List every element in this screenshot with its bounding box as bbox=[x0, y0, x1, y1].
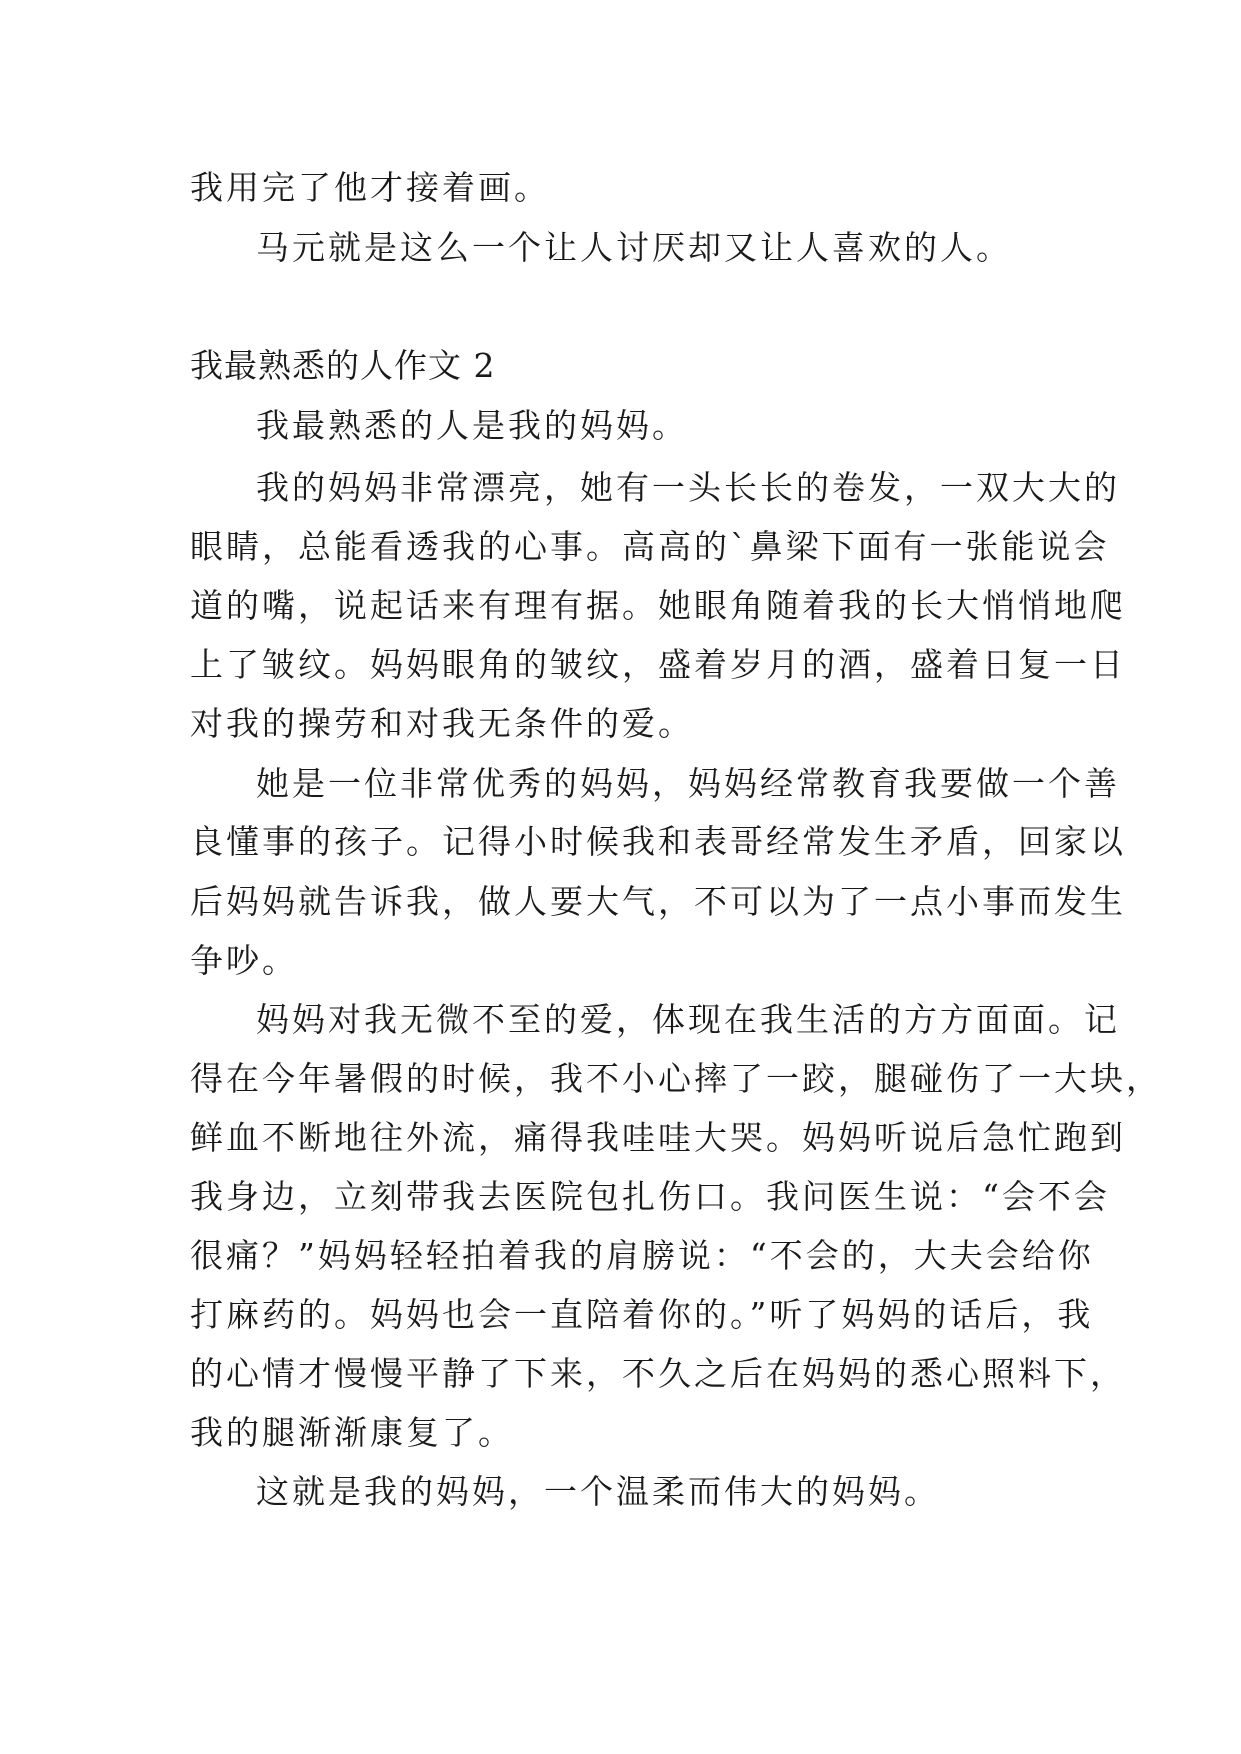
text-line: 鲜血不断地往外流，痛得我哇哇大哭。妈妈听说后急忙跑到 bbox=[190, 1118, 1126, 1157]
text-line: 上了皱纹。妈妈眼角的皱纹，盛着岁月的酒，盛着日复一日 bbox=[190, 645, 1126, 684]
text-line: 我的妈妈非常漂亮，她有一头长长的卷发，一双大大的 bbox=[256, 468, 1120, 507]
text-line: 马元就是这么一个让人讨厌却又让人喜欢的人。 bbox=[256, 228, 1012, 267]
text-line: 我身边，立刻带我去医院包扎伤口。我问医生说：“会不会 bbox=[190, 1177, 1110, 1216]
text-line: 她是一位非常优秀的妈妈，妈妈经常教育我要做一个善 bbox=[256, 764, 1120, 803]
text-line: 争吵。 bbox=[190, 941, 298, 980]
text-line: 很痛？”妈妈轻轻拍着我的肩膀说：“不会的，大夫会给你 bbox=[190, 1236, 1094, 1275]
text-line: 后妈妈就告诉我，做人要大气，不可以为了一点小事而发生 bbox=[190, 882, 1126, 921]
text-line: 道的嘴，说起话来有理有据。她眼角随着我的长大悄悄地爬 bbox=[190, 586, 1126, 625]
text-line: 对我的操劳和对我无条件的爱。 bbox=[190, 704, 694, 743]
text-line: 打麻药的。妈妈也会一直陪着你的。”听了妈妈的话后，我 bbox=[190, 1295, 1094, 1334]
text-line: 的心情才慢慢平静了下来，不久之后在妈妈的悉心照料下， bbox=[190, 1354, 1126, 1393]
text-line: 眼睛，总能看透我的心事。高高的`鼻梁下面有一张能说会 bbox=[190, 527, 1110, 566]
text-line: 妈妈对我无微不至的爱，体现在我生活的方方面面。记 bbox=[256, 1000, 1120, 1039]
text-line: 我用完了他才接着画。 bbox=[190, 168, 550, 207]
text-line: 我的腿渐渐康复了。 bbox=[190, 1413, 514, 1452]
text-line: 良懂事的孩子。记得小时候我和表哥经常发生矛盾，回家以 bbox=[190, 822, 1126, 861]
text-line: 这就是我的妈妈，一个温柔而伟大的妈妈。 bbox=[256, 1472, 940, 1511]
essay-title: 我最熟悉的人作文 2 bbox=[190, 346, 496, 385]
text-line: 得在今年暑假的时候，我不小心摔了一跤，腿碰伤了一大块， bbox=[190, 1059, 1162, 1098]
text-line: 我最熟悉的人是我的妈妈。 bbox=[256, 406, 688, 445]
